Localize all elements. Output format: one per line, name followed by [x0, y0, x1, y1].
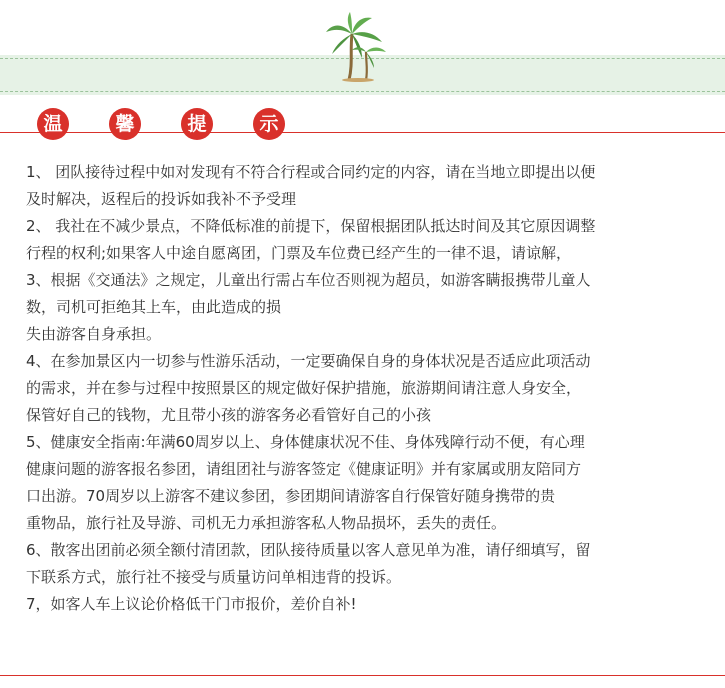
footer-divider-line	[0, 675, 725, 676]
notice-line: 健康问题的游客报名参团，请组团社与游客签定《健康证明》并有家属或朋友陪同方	[26, 460, 582, 478]
notice-line: 4、在参加景区内一切参与性游乐活动，一定要确保自身的身体状况是否适应此项活动	[26, 352, 591, 370]
notice-line: 重物品，旅行社及导游、司机无力承担游客私人物品损坏，丢失的责任。	[26, 514, 507, 532]
notice-line: 口出游。70周岁以上游客不建议参团，参团期间请游客自行保管好随身携带的贵	[26, 487, 556, 505]
title-char-4: 示	[253, 108, 285, 140]
palm-tree-icon	[322, 12, 390, 82]
notice-line: 失由游客自身承担。	[26, 325, 162, 343]
notice-line: 下联系方式，旅行社不接受与质量访问单相违背的投诉。	[26, 568, 402, 586]
header-dashed-line-bottom	[0, 91, 725, 92]
notice-content	[26, 159, 696, 618]
title-divider-line	[0, 132, 725, 133]
notice-line: 5、健康安全指南:年满60周岁以上、身体健康状况不佳、身体残障行动不便，有心理	[26, 433, 585, 451]
notice-line: 的需求，并在参与过程中按照景区的规定做好保护措施，旅游期间请注意人身安全，	[26, 379, 582, 397]
notice-line: 2、 我社在不减少景点，不降低标准的前提下，保留根据团队抵达时间及其它原因调整	[26, 217, 596, 235]
notice-line: 行程的权利;如果客人中途自愿离团，门票及车位费已经产生的一律不退，请谅解，	[26, 244, 572, 262]
notice-line: 7，如客人车上议论价格低干门市报价，差价自补!	[26, 595, 357, 613]
notice-line: 6、散客出团前必须全额付清团款，团队接待质量以客人意见单为准，请仔细填写，留	[26, 541, 591, 559]
notice-line: 3、根据《交通法》之规定，儿童出行需占车位否则视为超员，如游客瞒报携带儿童人	[26, 271, 591, 289]
title-row	[0, 108, 725, 148]
notice-line: 保管好自己的钱物，尤且带小孩的游客务必看管好自己的小孩	[26, 406, 432, 424]
notice-line: 数，司机可拒绝其上车，由此造成的损	[26, 298, 282, 316]
title-char-1: 温	[37, 108, 69, 140]
title-char-2: 馨	[109, 108, 141, 140]
title-char-3: 提	[181, 108, 213, 140]
notice-line: 及时解决，返程后的投诉如我补不予受理	[26, 190, 297, 208]
notice-line: 1、 团队接待过程中如对发现有不符合行程或合同约定的内容，请在当地立即提出以便	[26, 163, 596, 181]
